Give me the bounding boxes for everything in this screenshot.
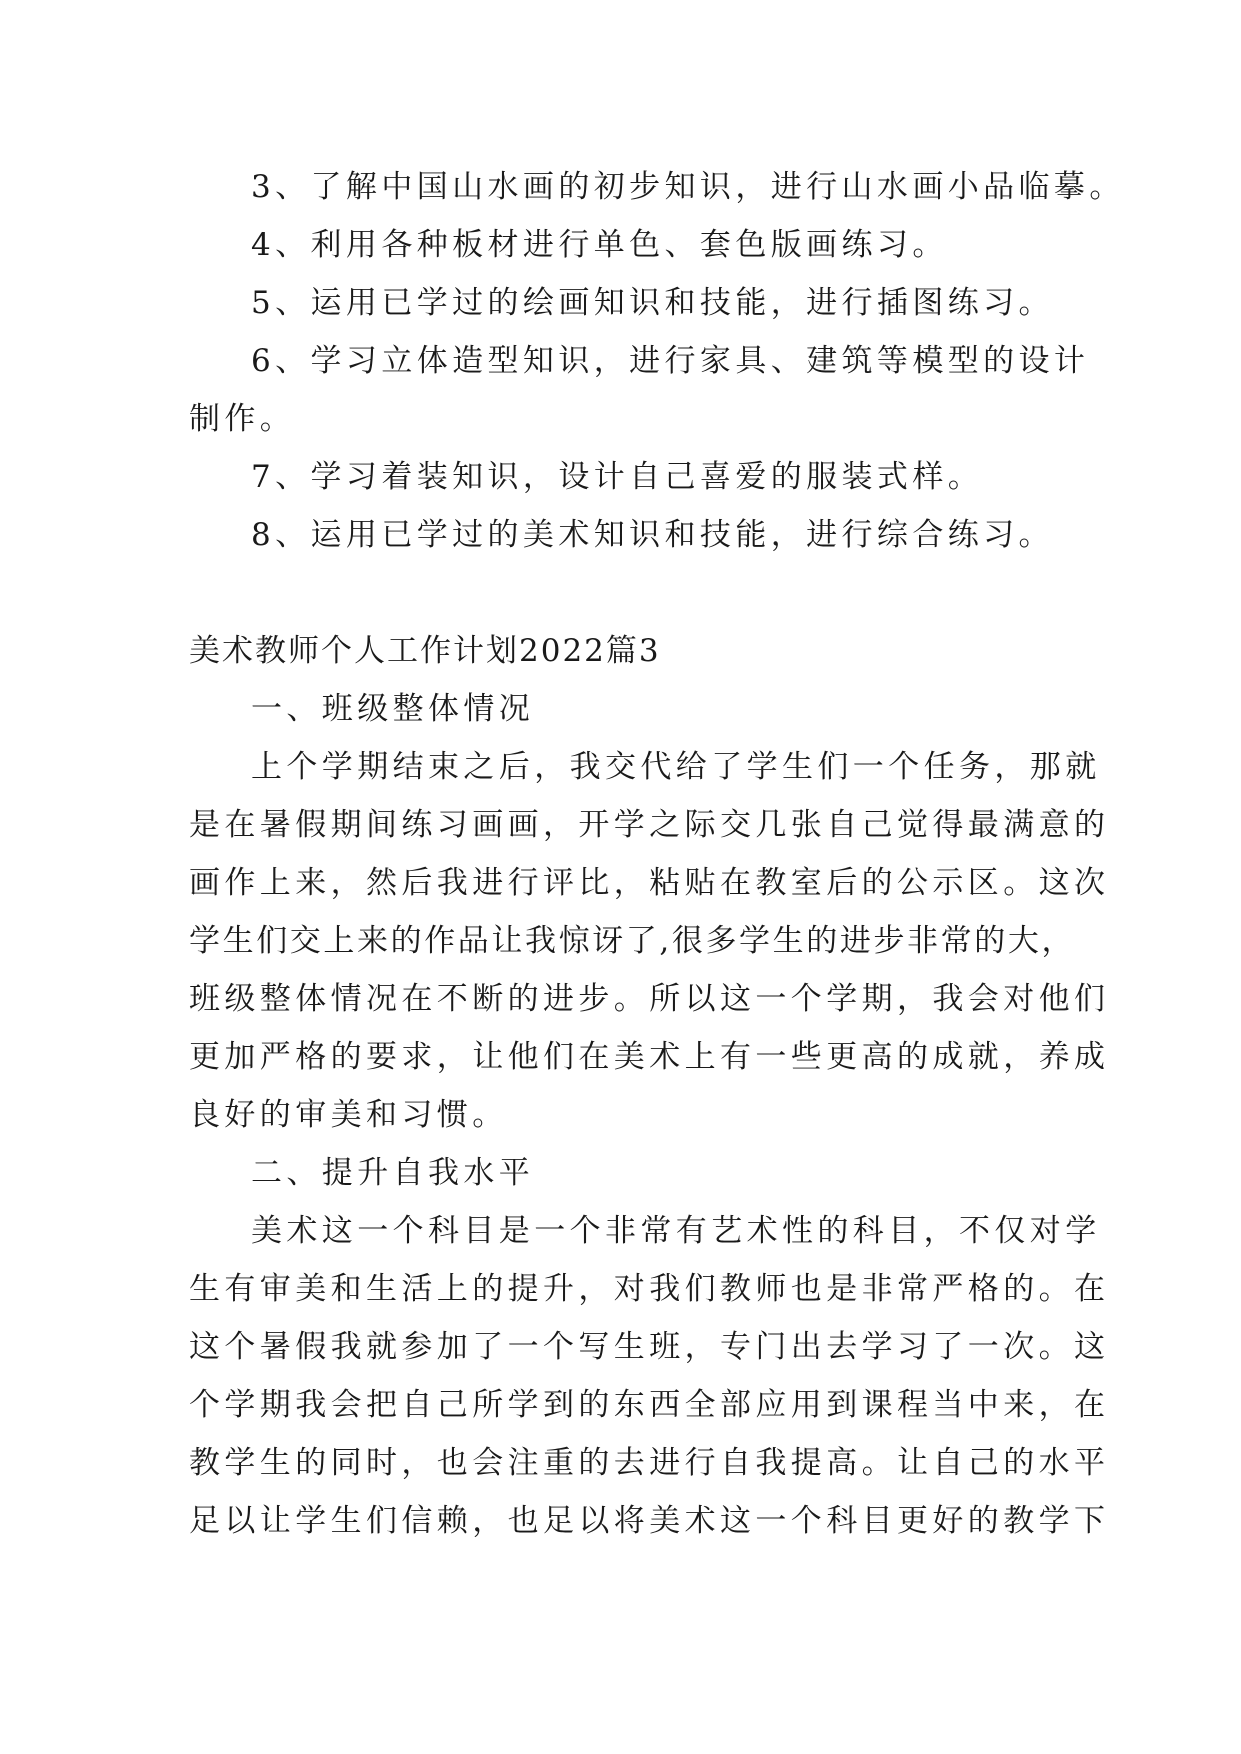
paragraph-line: 学生们交上来的作品让我惊讶了,很多学生的进步非常的大， xyxy=(189,923,1076,959)
paragraph-line: 个学期我会把自己所学到的东西全部应用到课程当中来，在 xyxy=(189,1387,1110,1423)
list-item-6-line-2: 制作。 xyxy=(189,401,296,437)
section-title: 美术教师个人工作计划2022篇3 xyxy=(189,633,661,669)
paragraph-line: 教学生的同时，也会注重的去进行自我提高。让自己的水平 xyxy=(189,1445,1110,1481)
paragraph-line: 更加严格的要求，让他们在美术上有一些更高的成就，养成 xyxy=(189,1039,1110,1075)
list-item-8: 8、运用已学过的美术知识和技能，进行综合练习。 xyxy=(251,517,1054,553)
list-item-7: 7、学习着装知识，设计自己喜爱的服装式样。 xyxy=(251,459,984,495)
paragraph-line: 美术这一个科目是一个非常有艺术性的科目，不仅对学 xyxy=(251,1213,1101,1249)
paragraph-line: 生有审美和生活上的提升，对我们教师也是非常严格的。在 xyxy=(189,1271,1110,1307)
list-item-5: 5、运用已学过的绘画知识和技能，进行插图练习。 xyxy=(251,285,1054,321)
paragraph-line: 画作上来，然后我进行评比，粘贴在教室后的公示区。这次 xyxy=(189,865,1110,901)
paragraph-line: 这个暑假我就参加了一个写生班，专门出去学习了一次。这 xyxy=(189,1329,1110,1365)
list-item-4: 4、利用各种板材进行单色、套色版画练习。 xyxy=(251,227,948,263)
document-body xyxy=(189,158,1125,1550)
part1-heading: 一、班级整体情况 xyxy=(251,691,535,727)
spacer xyxy=(189,564,1054,622)
paragraph-line: 班级整体情况在不断的进步。所以这一个学期，我会对他们 xyxy=(189,981,1110,1017)
part2-heading: 二、提升自我水平 xyxy=(251,1155,535,1191)
list-item-6-line-1: 6、学习立体造型知识，进行家具、建筑等模型的设计 xyxy=(251,343,1090,379)
paragraph-line: 良好的审美和习惯。 xyxy=(189,1097,508,1133)
paragraph-line: 是在暑假期间练习画画，开学之际交几张自己觉得最满意的 xyxy=(189,807,1110,843)
paragraph-line: 上个学期结束之后，我交代给了学生们一个任务，那就 xyxy=(251,749,1101,785)
paragraph-line: 足以让学生们信赖，也足以将美术这一个科目更好的教学下 xyxy=(189,1503,1110,1539)
list-item-3: 3、了解中国山水画的初步知识，进行山水画小品临摹。 xyxy=(251,169,1125,205)
